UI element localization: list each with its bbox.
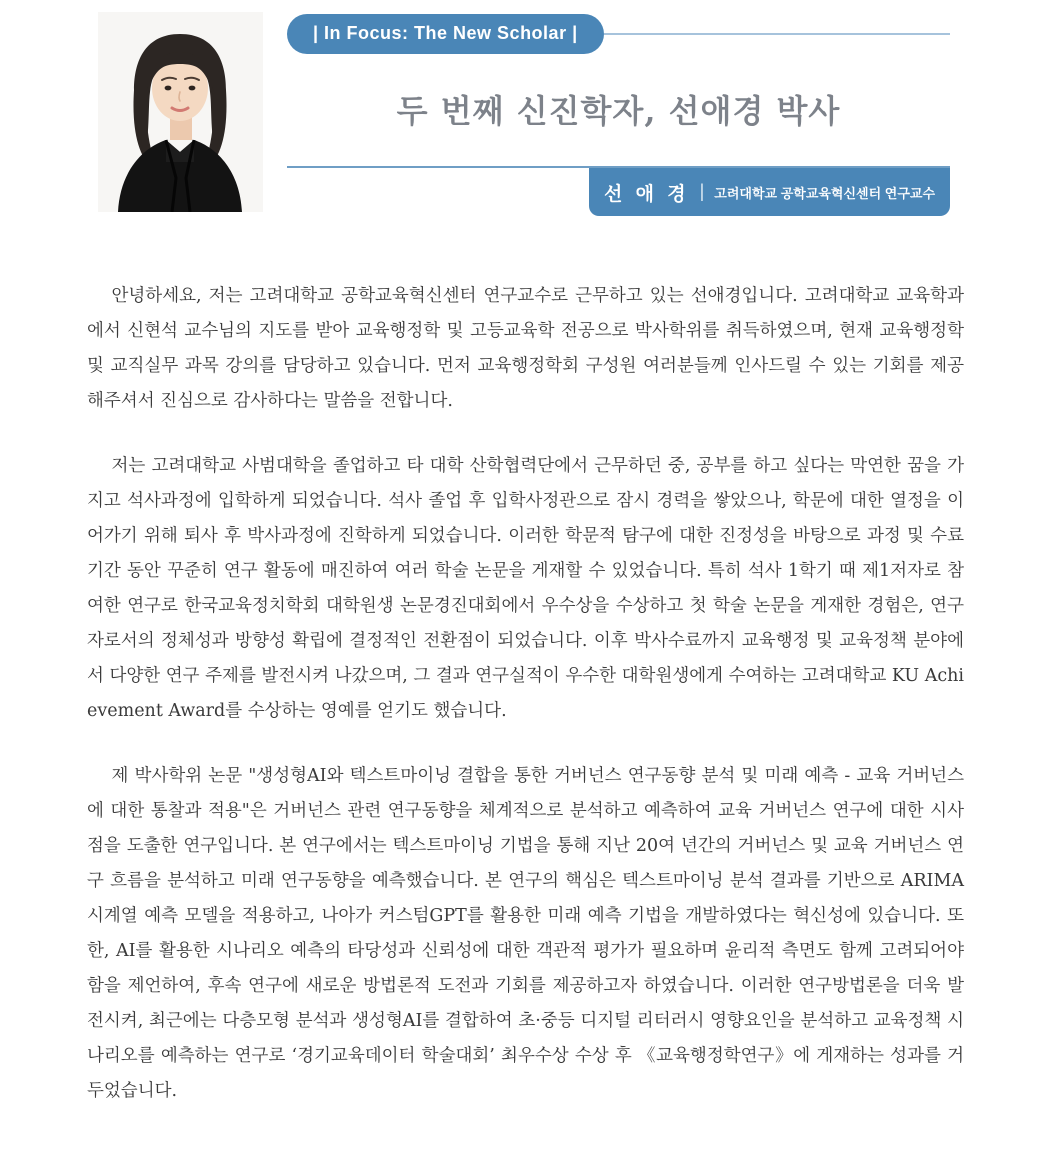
paragraph-greeting: 안녕하세요, 저는 고려대학교 공학교육혁신센터 연구교수로 근무하고 있는 선애경입니다. 고려대학교 교육학과에서 신현석 교수님의 지도를 받아 교육행정학 및 고등교육학 전공으로 박사학위를 취득하였으며, 현재 교육행정학 및 교직실무 과목 강의를 담당하고 있습니다. 먼저 교육행정학회 구성원 여러분들께 인사드릴 수 있는 기회를 제공해주셔서 진심으로 감사하다는 말씀을 전합니다. (87, 286, 964, 411)
paragraph-dissertation: 제 박사학위 논문 "생성형AI와 텍스트마이닝 결합을 통한 거버넌스 연구동향 분석 및 미래 예측 - 교육 거버넌스에 대한 통찰과 적용"은 거버넌스 관련 연구동향을 체계적으로 분석하고 예측하여 교육 거버넌스 연구에 대한 시사점을 도출한 연구입니다. 본 연구에서는 텍스트마이닝 기법을 통해 지난 20여 년간의 거버넌스 및 교육 거버넌스 연구 흐름을 분석하고 미래 연구동향을 예측했습니다. 본 연구의 핵심은 텍스트마이닝 분석 결과를 기반으로 ARIMA 시계열 예측 모델을 적용하고, 나아가 커스텀GPT를 활용한 미래 예측 기법을 개발하였다는 혁신성에 있습니다. 또한, AI를 활용한 시나리오 예측의 타당성과 신뢰성에 대한 객관적 평가가 필요하며 윤리적 측면도 함께 고려되어야 함을 제언하여, 후속 연구에 새로운 방법론적 도전과 기회를 제공하고자 하였습니다. 이러한 연구방법론을 더욱 발전시켜, 최근에는 다층모형 분석과 생성형AI를 결합하여 초·중등 디지털 리터러시 영향요인을 분석하고 교육정책 시나리오를 예측하는 연구로 ‘경기교육데이터 학술대회’ 최우수상 수상 후 《교육행정학연구》에 게재하는 성과를 거두었습니다. (87, 766, 964, 1101)
author-name-divider: | (699, 180, 705, 201)
header (0, 0, 1049, 216)
portrait-photo-graphic (98, 12, 263, 212)
badge-rule-line (604, 33, 950, 35)
header-right (287, 12, 950, 216)
author-name-box (589, 168, 950, 216)
paragraph-career: 저는 고려대학교 사범대학을 졸업하고 타 대학 산학협력단에서 근무하던 중, 공부를 하고 싶다는 막연한 꿈을 가지고 석사과정에 입학하게 되었습니다. 석사 졸업 후 입학사정관으로 잠시 경력을 쌓았으나, 학문에 대한 열정을 이어가기 위해 퇴사 후 박사과정에 진학하게 되었습니다. 이러한 학문적 탐구에 대한 진정성을 바탕으로 과정 및 수료 기간 동안 꾸준히 연구 활동에 매진하여 여러 학술 논문을 게재할 수 있었습니다. 특히 석사 1학기 때 제1저자로 참여한 연구로 한국교육정치학회 대학원생 논문경진대회에서 우수상을 수상하고 첫 학술 논문을 게재한 경험은, 연구자로서의 정체성과 방향성 확립에 결정적인 전환점이 되었습니다. 이후 박사수료까지 교육행정 및 교육정책 분야에서 다양한 연구 주제를 발전시켜 나갔으며, 그 결과 연구실적이 우수한 대학원생에게 수여하는 고려대학교 KU Achievement Award를 수상하는 영예를 얻기도 했습니다. (87, 456, 964, 721)
badge-row (287, 14, 950, 54)
author-affiliation: 고려대학교 공학교육혁신센터 연구교수 (714, 185, 936, 201)
article-body (0, 216, 1049, 1109)
portrait-photo (98, 12, 263, 212)
article-title: 두 번째 신진학자, 선애경 박사 (396, 92, 841, 130)
namebox-row (287, 168, 950, 216)
focus-badge: | In Focus: The New Scholar | (287, 14, 604, 54)
author-name: 선 애 경 (603, 183, 690, 205)
